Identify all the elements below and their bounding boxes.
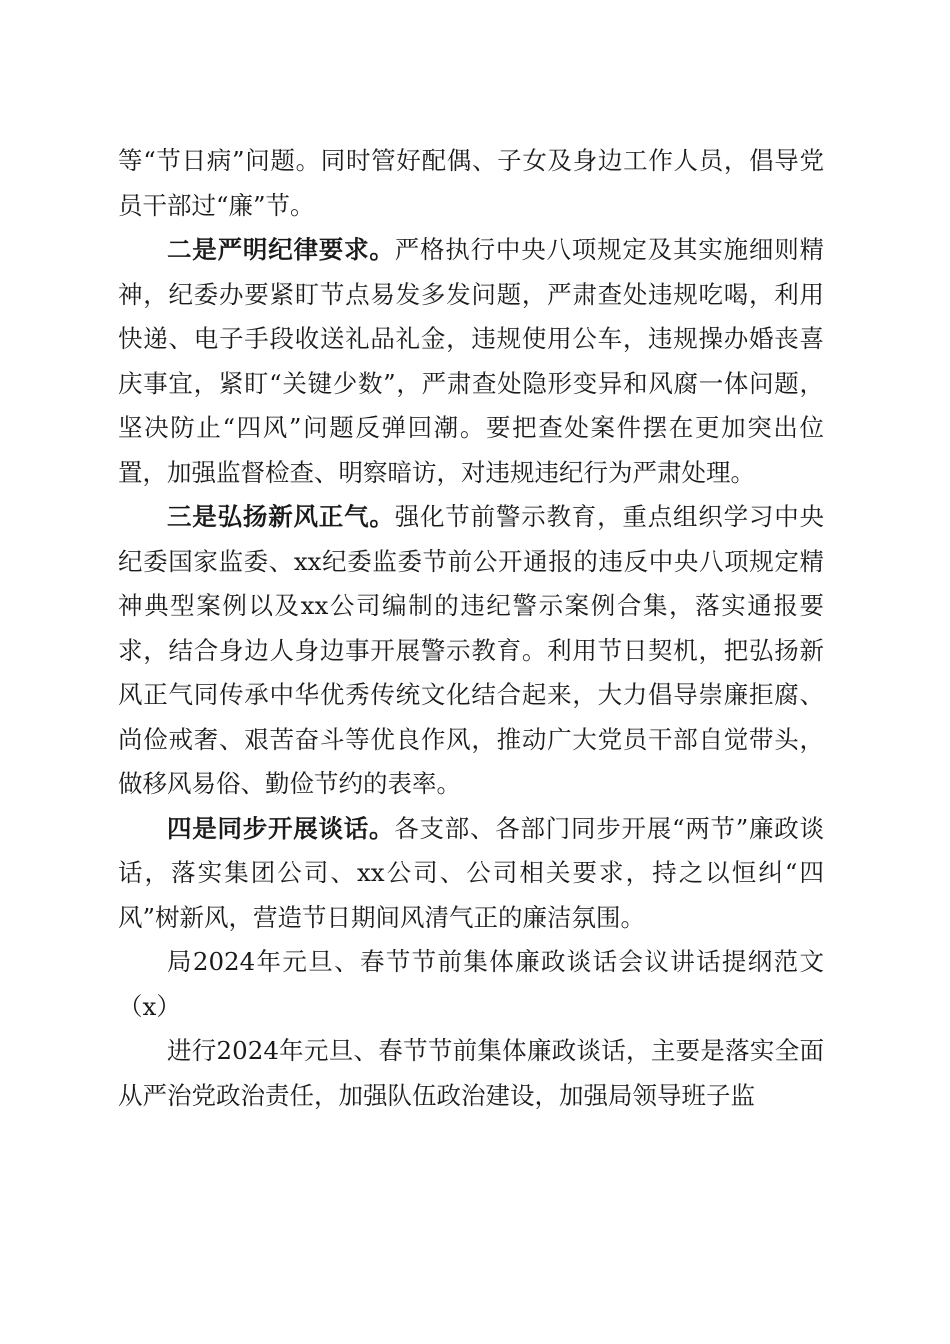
paragraph-lead: 三是弘扬新风正气。: [167, 502, 395, 531]
paragraph-lead: 四是同步开展谈话。: [167, 813, 395, 843]
paragraph-text: 等“节日病”问题。同时管好配偶、子女及身边工作人员，倡导党员干部过“廉”节。: [118, 146, 824, 220]
paragraph-continuation: [118, 139, 824, 228]
paragraph-text: 进行2024年元旦、春节节前集体廉政谈话，主要是落实全面从严治党政治责任，加强队伍政治建设，加强局领导班子监: [118, 1036, 824, 1110]
paragraph-text: 严格执行中央八项规定及其实施细则精神，纪委办要紧盯节点易发多发问题，严肃查处违规吃喝，利用快递、电子手段收送礼品礼金，违规使用公车，违规操办婚丧喜庆事宜，紧盯“关键少数”，严肃查处隐形变异和风腐一体问题，坚决防止“四风”问题反弹回潮。要把查处案件摆在更加突出位置，加强监督检查、明察暗访，对违规违纪行为严肃处理。: [118, 235, 825, 487]
paragraph-text: 各支部、各部门同步开展“两节”廉政谈话，落实集团公司、xx公司、公司相关要求，持之以恒纠“四风”树新风，营造节日期间风清气正的廉洁氛围。: [118, 813, 824, 932]
paragraph-text: 局2024年元旦、春节节前集体廉政谈话会议讲话提纲范文（x）: [118, 947, 824, 1021]
section-title: [118, 940, 824, 1029]
document-page: [118, 139, 824, 1118]
paragraph-intro: [118, 1029, 824, 1118]
paragraph-point-2: [118, 228, 824, 495]
paragraph-point-4: [118, 807, 824, 941]
paragraph-lead: 二是严明纪律要求。: [167, 235, 395, 264]
paragraph-point-3: [118, 495, 824, 807]
paragraph-text: 强化节前警示教育，重点组织学习中央纪委国家监委、xx纪委监委节前公开通报的违反中央八项规定精神典型案例以及xx公司编制的违纪警示案例合集，落实通报要求，结合身边人身边事开展警示教育。利用节日契机，把弘扬新风正气同传承中华优秀传统文化结合起来，大力倡导崇廉拒腐、尚俭戒奢、艰苦奋斗等优良作风，推动广大党员干部自觉带头，做移风易俗、勤俭节约的表率。: [118, 502, 825, 798]
